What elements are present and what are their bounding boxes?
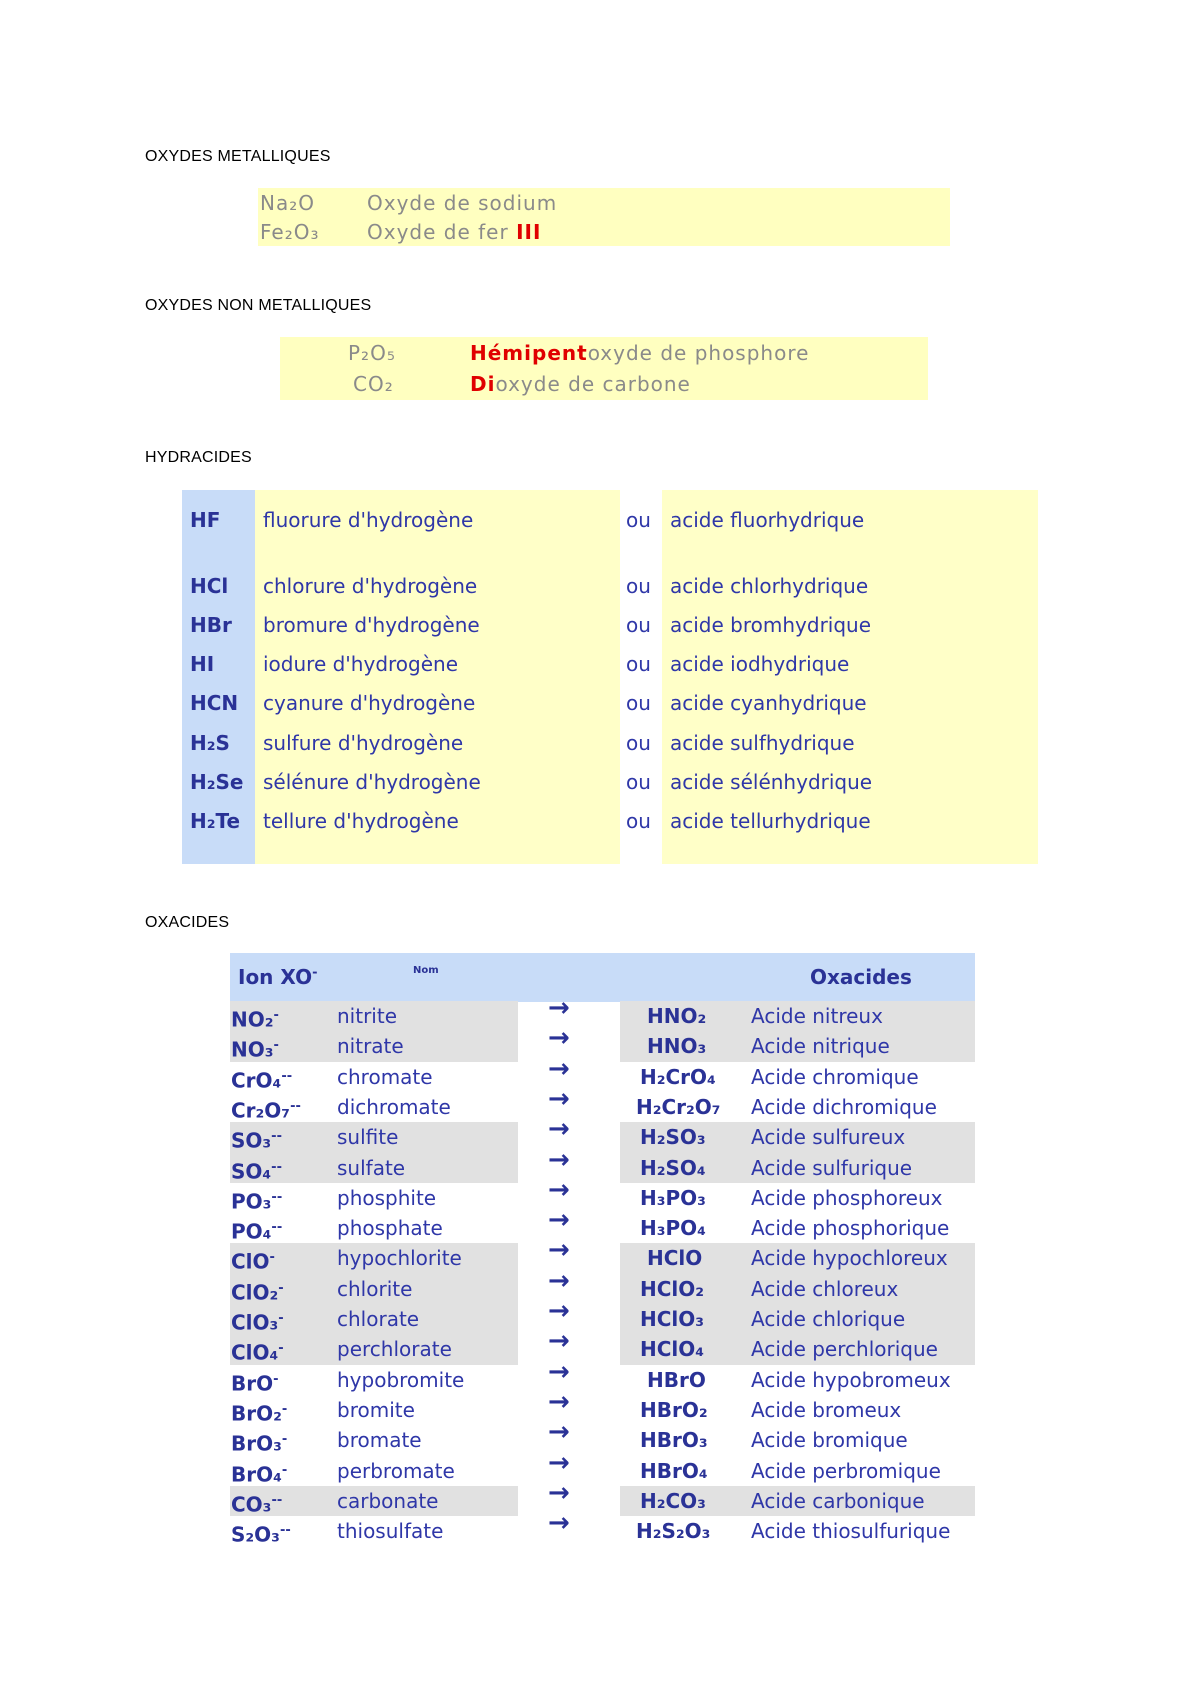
oxacide-row [0,1326,1200,1365]
ion-formula [231,1213,282,1247]
oxyde-formula: Fe₂O₃ [260,220,320,244]
ion-charge: - [273,1371,279,1387]
ion-name: carbonate [337,1488,439,1513]
ion-name: nitrite [337,1004,397,1028]
ion-formula [231,1183,282,1217]
ion-name: chlorite [337,1276,413,1301]
arrow-icon: → [548,1477,570,1508]
ion-formula-text: SO₄ [231,1159,272,1184]
hydracide-formula: H₂Se [190,770,244,794]
ion-formula [231,1243,275,1277]
ion-formula-text: SO₃ [231,1128,272,1153]
ion-formula-text: BrO₃ [231,1431,282,1456]
hydracide-row [0,764,1200,800]
ion-name: phosphate [337,1216,443,1241]
oxyde-prefix: Di [470,372,496,396]
arrow-icon: → [548,1508,570,1539]
arrow-icon: → [548,1447,570,1478]
ion-formula-text: CO₃ [231,1492,272,1517]
ion-charge: - [273,1008,279,1023]
oxacide-row [0,1447,1200,1487]
oxacide-row [0,1296,1200,1335]
ion-name: nitrate [337,1034,404,1059]
ion-charge: - [278,1280,284,1296]
hydracide-connector: ou [626,731,651,755]
ion-charge: -- [271,1129,282,1145]
hydracide-acid: acide cyanhydrique [670,691,867,715]
arrow-icon: → [548,1296,570,1326]
arrow-icon: → [548,1235,570,1266]
hydracide-row [0,646,1200,682]
oxyde-name [367,191,557,215]
ion-formula [231,1001,279,1035]
hydracide-name: bromure d'hydrogène [263,613,480,637]
ion-charge: - [269,1250,275,1266]
ion-name: perbromate [337,1458,455,1483]
ion-formula-text: ClO [231,1250,270,1275]
header-oxacides: Oxacides [810,965,912,989]
ion-formula-text: ClO₃ [231,1310,279,1335]
acid-name: Acide hypochloreux [751,1246,948,1271]
acid-formula: H₂CO₃ [640,1488,706,1513]
acid-name: Acide phosphoreux [751,1185,943,1210]
oxacide-row [0,1144,1200,1184]
ion-formula [231,1395,287,1429]
oxacide-row [0,1053,1200,1093]
oxyde-prefix: Hémipent [470,341,588,365]
ion-charge: -- [271,1189,283,1205]
ion-name: dichromate [337,1094,451,1119]
header-nom: Nom [413,965,439,976]
oxacide-row [0,1114,1200,1153]
hydracide-acid: acide tellurhydrique [670,809,871,833]
acid-name: Acide nitreux [751,1004,883,1028]
ion-charge: - [278,1341,284,1357]
oxacide-row [0,1083,1200,1123]
oxacide-row [0,1174,1200,1214]
hydracide-name: tellure d'hydrogène [263,809,459,833]
acid-name: Acide bromique [751,1428,908,1453]
acid-formula: H₃PO₄ [640,1216,706,1241]
hydracide-acid: acide fluorhydrique [670,508,865,532]
heading-oxacides: OXACIDES [145,914,230,931]
ion-name: perchlorate [337,1337,452,1362]
arrow-icon: → [548,1144,570,1175]
hydracide-name: chlorure d'hydrogène [263,574,478,598]
acid-formula: H₂SO₃ [640,1125,706,1150]
acid-name: Acide thiosulfurique [751,1519,951,1544]
oxyde-formula: P₂O₅ [348,341,396,365]
oxacide-row [0,1235,1200,1275]
arrow-icon: → [548,1114,570,1145]
ion-name: phosphite [337,1185,437,1210]
ion-name: thiosulfate [337,1519,444,1544]
arrow-icon: → [548,1265,570,1296]
ion-formula [231,1516,291,1550]
ion-formula-text: BrO₂ [231,1401,282,1426]
acid-formula: H₂Cr₂O₇ [636,1094,721,1119]
ion-name: bromite [337,1397,415,1422]
oxacide-row [0,1417,1200,1456]
acid-formula: HNO₃ [647,1034,707,1059]
ion-charge: - [278,1311,284,1326]
hydracide-connector: ou [626,574,651,598]
acid-name: Acide dichromique [751,1094,937,1119]
hydracide-connector: ou [626,809,651,833]
arrow-icon: → [548,1356,570,1387]
hydracide-name: fluorure d'hydrogène [263,508,474,532]
acid-formula: HClO₂ [640,1276,705,1301]
acid-name: Acide chromique [751,1064,919,1089]
acid-formula: HClO [647,1246,703,1271]
ion-name: hypochlorite [337,1246,462,1271]
acid-name: Acide hypobromeux [751,1367,951,1392]
ion-name: bromate [337,1428,422,1453]
ion-formula [231,1456,287,1490]
oxacide-row [0,1477,1200,1517]
acid-formula: HClO₃ [640,1307,705,1331]
acid-formula: H₂SO₄ [640,1155,706,1180]
oxacide-row [0,1205,1200,1244]
ion-formula-text: S₂O₃ [231,1522,280,1547]
hydracide-row [0,685,1200,721]
ion-formula-text: PO₃ [231,1189,272,1214]
oxacide-row [0,1265,1200,1305]
acid-name: Acide carbonique [751,1488,925,1513]
oxacide-row [0,1386,1200,1426]
ion-charge: - [273,1038,279,1054]
hydracide-name: iodure d'hydrogène [263,652,459,676]
hydracide-formula: HF [190,508,221,532]
ion-formula [231,1304,284,1338]
acid-formula: H₂S₂O₃ [636,1519,711,1544]
oxyde-formula: Na₂O [260,191,315,215]
oxyde-formula: CO₂ [353,372,394,396]
hydracide-connector: ou [626,652,651,676]
arrow-icon: → [548,1174,570,1205]
hydracide-acid: acide bromhydrique [670,613,872,637]
ion-formula [231,1334,284,1368]
hydracide-formula: H₂Te [190,809,241,833]
acid-formula: HBrO₄ [640,1458,708,1483]
ion-formula [231,1486,282,1520]
hydracide-row [0,568,1200,604]
acid-formula: HClO₄ [640,1337,705,1362]
ion-formula-text: NO₃ [231,1037,274,1062]
ion-formula [231,1365,279,1399]
oxyde-name [470,372,691,396]
ion-formula-text: ClO₂ [231,1280,279,1305]
oxacide-row [0,1356,1200,1396]
arrow-icon: → [548,1205,570,1236]
hydracide-formula: H₂S [190,731,230,755]
ion-formula-text: ClO₄ [231,1340,279,1365]
oxyde-name-text: Oxyde de sodium [367,191,558,215]
ion-charge: - [281,1462,288,1478]
hydracide-name: sulfure d'hydrogène [263,731,464,755]
ion-charge: -- [290,1098,301,1114]
heading-oxydes-non-metalliques: OXYDES NON METALLIQUES [145,297,372,314]
acid-name: Acide phosphorique [751,1216,950,1241]
hydracide-row [0,725,1200,761]
ion-formula-text: Cr₂O₇ [231,1098,291,1123]
acid-name: Acide perchlorique [751,1337,938,1362]
ion-formula-text: BrO₄ [231,1462,282,1487]
oxacide-row [0,1023,1200,1062]
ion-name: chromate [337,1064,433,1089]
oxyde-name [367,220,541,244]
ion-charge: - [281,1432,288,1448]
oxydes-metalliques-table [258,188,950,246]
heading-hydracides: HYDRACIDES [145,449,252,466]
oxyde-row [260,191,315,215]
hydracide-row [0,803,1200,839]
acid-name: Acide nitrique [751,1034,890,1059]
oxacide-row [0,993,1200,1032]
ion-formula-text: CrO₄ [231,1068,282,1093]
hydracide-connector: ou [626,508,651,532]
oxyde-name [470,341,809,365]
arrow-icon: → [548,1417,570,1448]
arrow-icon: → [548,993,570,1023]
ion-formula [231,1122,282,1156]
ion-charge: -- [279,1523,291,1539]
acid-name: Acide sulfurique [751,1155,913,1180]
ion-formula [231,1062,292,1096]
ion-charge: -- [281,1068,293,1084]
acid-formula: HNO₂ [647,1004,707,1028]
ion-formula-text: PO₄ [231,1219,272,1244]
ion-formula [231,1092,301,1126]
ion-name: sulfate [337,1155,406,1180]
hydracide-name: cyanure d'hydrogène [263,691,476,715]
hydracide-connector: ou [626,691,651,715]
arrow-icon: → [548,1023,570,1054]
arrow-icon: → [548,1386,570,1417]
ion-charge: -- [271,1220,283,1236]
ion-formula [231,1274,284,1308]
hydracide-acid: acide chlorhydrique [670,574,869,598]
hydracide-row [0,607,1200,643]
arrow-icon: → [548,1326,570,1357]
oxyde-row [260,220,320,244]
ion-name: hypobromite [337,1367,465,1392]
acid-formula: HBrO [647,1367,706,1392]
acid-name: Acide perbromique [751,1458,941,1483]
ion-formula-text: BrO [231,1371,274,1396]
acid-name: Acide bromeux [751,1397,902,1422]
heading-oxydes-metalliques: OXYDES METALLIQUES [145,148,331,165]
header-ion [238,965,318,989]
hydracide-connector: ou [626,770,651,794]
ion-charge: -- [271,1159,282,1175]
acid-name: Acide chlorique [751,1307,906,1331]
ion-formula [231,1153,282,1187]
ion-charge: - [281,1401,288,1417]
hydracide-name: sélénure d'hydrogène [263,770,481,794]
header-ion-charge: - [312,965,318,981]
header-ion-text: Ion XO [238,965,313,989]
ion-name: chlorate [337,1307,420,1331]
hydracide-formula: HI [190,652,215,676]
hydracide-formula: HBr [190,613,232,637]
hydracide-formula: HCl [190,574,229,598]
ion-name: sulfite [337,1125,399,1150]
oxyde-name-text: oxyde de phosphore [587,341,810,365]
hydracide-acid: acide iodhydrique [670,652,850,676]
hydracide-acid: acide sulfhydrique [670,731,855,755]
hydracide-row [0,502,1200,538]
ion-formula [231,1031,279,1065]
oxidation-state: III [516,220,542,244]
ion-formula-text: NO₂ [231,1007,274,1032]
acid-name: Acide chloreux [751,1276,899,1301]
arrow-icon: → [548,1083,570,1114]
oxyde-name-text: Oxyde de fer [367,220,517,244]
hydracide-connector: ou [626,613,651,637]
acid-formula: HBrO₂ [640,1397,708,1422]
acid-formula: HBrO₃ [640,1428,708,1453]
hydracide-formula: HCN [190,691,239,715]
arrow-icon: → [548,1053,570,1084]
hydracide-acid: acide sélénhydrique [670,770,873,794]
acid-formula: H₂CrO₄ [640,1064,716,1089]
oxacide-row [0,1508,1200,1547]
oxyde-name-text: oxyde de carbone [495,372,691,396]
ion-formula [231,1425,287,1459]
ion-charge: -- [271,1492,283,1508]
acid-name: Acide sulfureux [751,1125,906,1150]
acid-formula: H₃PO₃ [640,1185,706,1210]
